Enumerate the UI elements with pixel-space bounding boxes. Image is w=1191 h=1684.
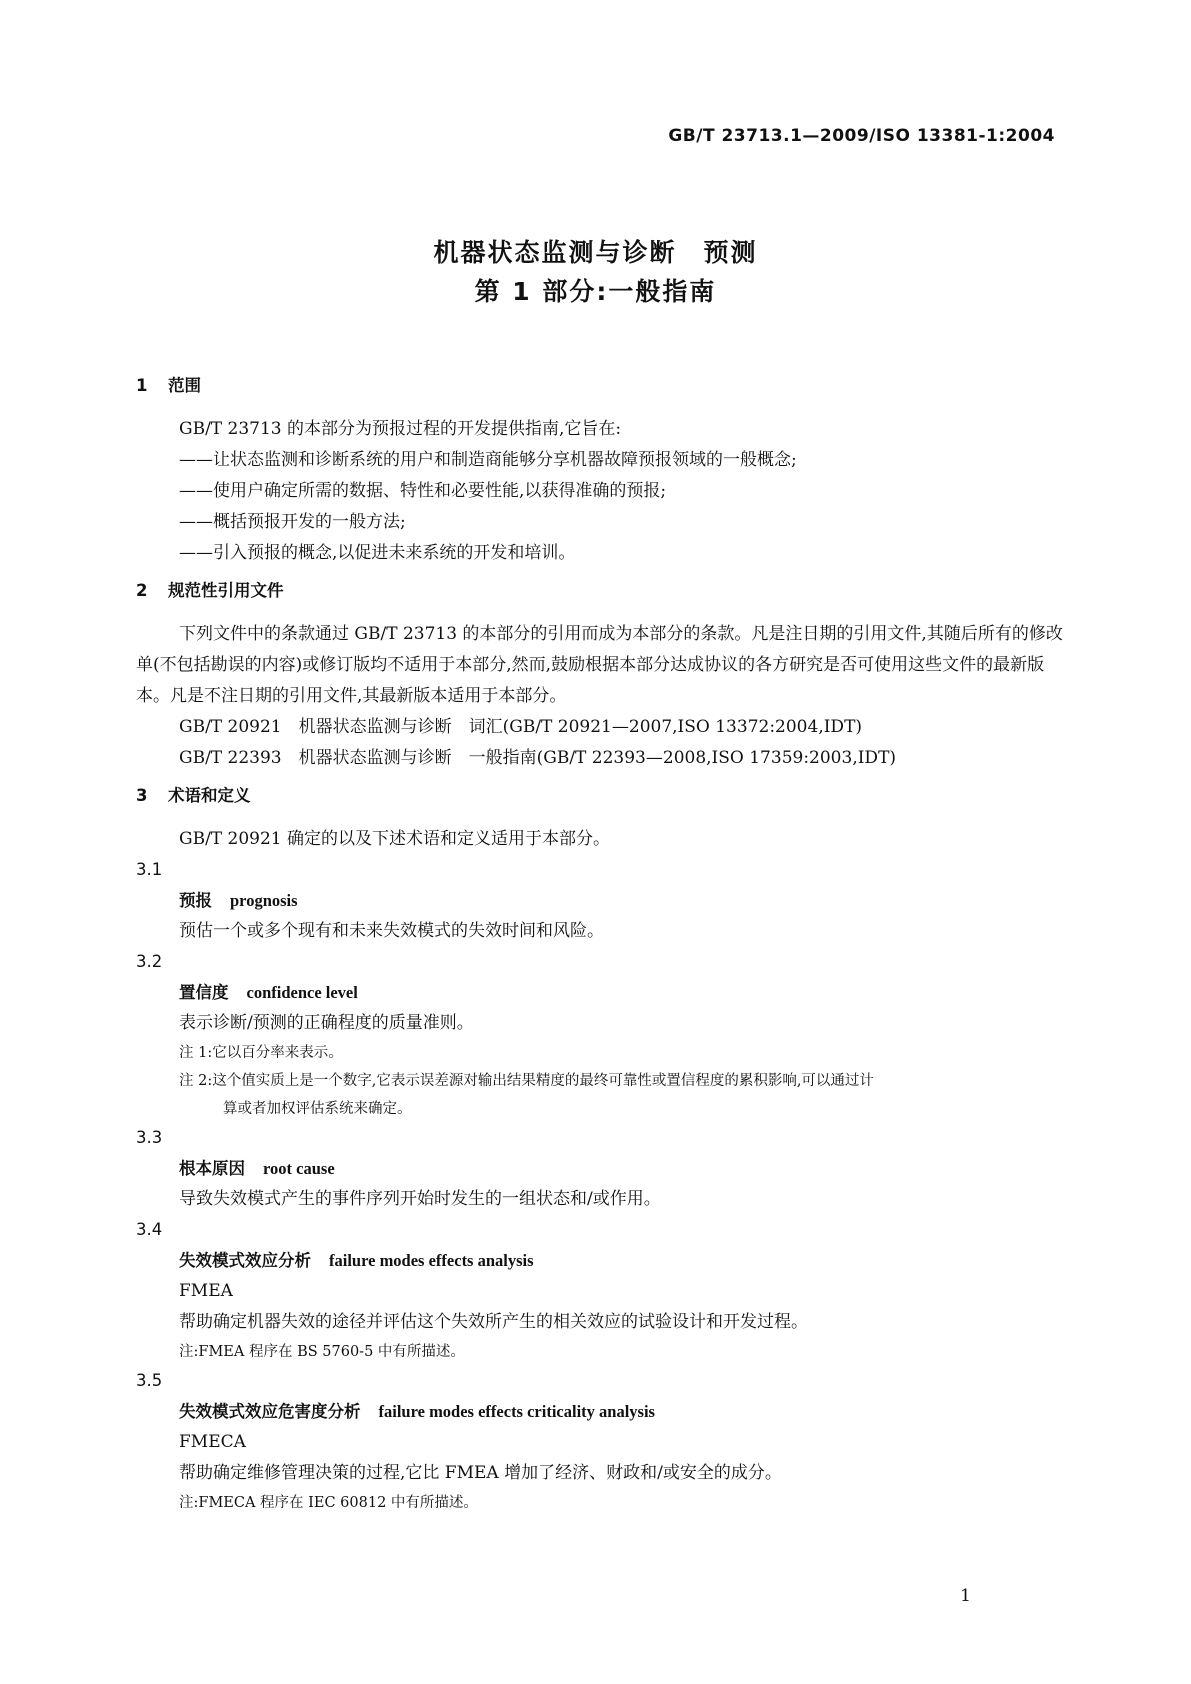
- scope-item: ——引入预报的概念,以促进未来系统的开发和培训。: [179, 543, 576, 563]
- standard-code: GB/T 23713.1—2009/ISO 13381-1:2004: [668, 126, 1055, 146]
- term-definition: 预估一个或多个现有和未来失效模式的失效时间和风险。: [179, 921, 604, 941]
- term-entry: [136, 1153, 1064, 1184]
- scope-item: ——让状态监测和诊断系统的用户和制造商能够分享机器故障预报领域的一般概念;: [179, 450, 797, 470]
- note-line: 算或者加权评估系统来确定。: [223, 1101, 412, 1117]
- term-definition: 帮助确定机器失效的途径并评估这个失效所产生的相关效应的试验设计和开发过程。: [179, 1312, 808, 1332]
- term-abbreviation: FMEA: [179, 1281, 233, 1301]
- term-note: 注:FMECA 程序在 IEC 60812 中有所描述。: [179, 1495, 478, 1511]
- clause-number: 3.4: [136, 1220, 163, 1239]
- term-definition: 表示诊断/预测的正确程度的质量准则。: [179, 1013, 474, 1033]
- term-entry: [136, 977, 1064, 1008]
- term-en: root cause: [263, 1159, 335, 1178]
- section-title: 范围: [168, 376, 201, 395]
- section-1-heading: [136, 372, 1064, 400]
- term-zh: 失效模式效应危害度分析: [179, 1402, 361, 1421]
- document-body: [136, 372, 1064, 1517]
- term-zh: 失效模式效应分析: [179, 1251, 311, 1270]
- term-note: 注:FMEA 程序在 BS 5760-5 中有所描述。: [179, 1344, 465, 1360]
- term-en: prognosis: [230, 891, 298, 910]
- term-entry: [136, 885, 1064, 916]
- term-zh: 置信度: [179, 983, 229, 1002]
- term-en: confidence level: [246, 983, 358, 1002]
- term-entry: [136, 1396, 1064, 1427]
- term-entry: [136, 1245, 1064, 1276]
- reference-item: GB/T 20921 机器状态监测与诊断 词汇(GB/T 20921—2007,ISO 13372:2004,IDT): [179, 717, 863, 737]
- term-definition: 导致失效模式产生的事件序列开始时发生的一组状态和/或作用。: [179, 1189, 661, 1209]
- clause-number: 3.5: [136, 1371, 163, 1390]
- note-line: 注 2:这个值实质上是一个数字,它表示误差源对输出结果精度的最终可靠性或置信程度的累积影响,可以通过计: [179, 1073, 874, 1089]
- scope-intro: GB/T 23713 的本部分为预报过程的开发提供指南,它旨在:: [179, 419, 622, 439]
- term-en: failure modes effects analysis: [329, 1251, 534, 1270]
- term-definition: 帮助确定维修管理决策的过程,它比 FMEA 增加了经济、财政和/或安全的成分。: [179, 1463, 782, 1483]
- clause-number: 3.2: [136, 952, 163, 971]
- section-number: 1: [136, 376, 148, 395]
- normative-references-paragraph: 下列文件中的条款通过 GB/T 23713 的本部分的引用而成为本部分的条款。凡是注日期的引用文件,其随后所有的修改单(不包括勘误的内容)或修订版均不适用于本部分,然而,鼓励根据本部分达成协议的各方研究是否可使用这些文件的最新版本。凡是不注日期的引用文件,其最新版本适用于本部分。: [136, 624, 1063, 706]
- title-line-2: 第 1 部分:一般指南: [474, 277, 717, 306]
- term-zh: 根本原因: [179, 1159, 245, 1178]
- section-3-heading: [136, 782, 1064, 810]
- section-2-heading: [136, 577, 1064, 605]
- title-line-1: 机器状态监测与诊断 预测: [433, 238, 758, 267]
- term-abbreviation: FMECA: [179, 1432, 246, 1452]
- scope-item: ——使用户确定所需的数据、特性和必要性能,以获得准确的预报;: [179, 481, 667, 501]
- term-note: [136, 1067, 1064, 1123]
- term-en: failure modes effects criticality analysis: [378, 1402, 655, 1421]
- reference-item: GB/T 22393 机器状态监测与诊断 一般指南(GB/T 22393—2008,ISO 17359:2003,IDT): [179, 748, 897, 768]
- clause-number: 3.3: [136, 1128, 163, 1147]
- page-number: 1: [960, 1586, 971, 1606]
- section-title: 术语和定义: [168, 786, 251, 805]
- term-zh: 预报: [179, 891, 212, 910]
- term-note: 注 1:它以百分率来表示。: [179, 1045, 343, 1061]
- scope-item: ——概括预报开发的一般方法;: [179, 512, 406, 532]
- clause-number: 3.1: [136, 860, 163, 879]
- section-title: 规范性引用文件: [168, 581, 284, 600]
- section-number: 2: [136, 581, 148, 600]
- section-number: 3: [136, 786, 148, 805]
- terms-intro: GB/T 20921 确定的以及下述术语和定义适用于本部分。: [179, 829, 611, 849]
